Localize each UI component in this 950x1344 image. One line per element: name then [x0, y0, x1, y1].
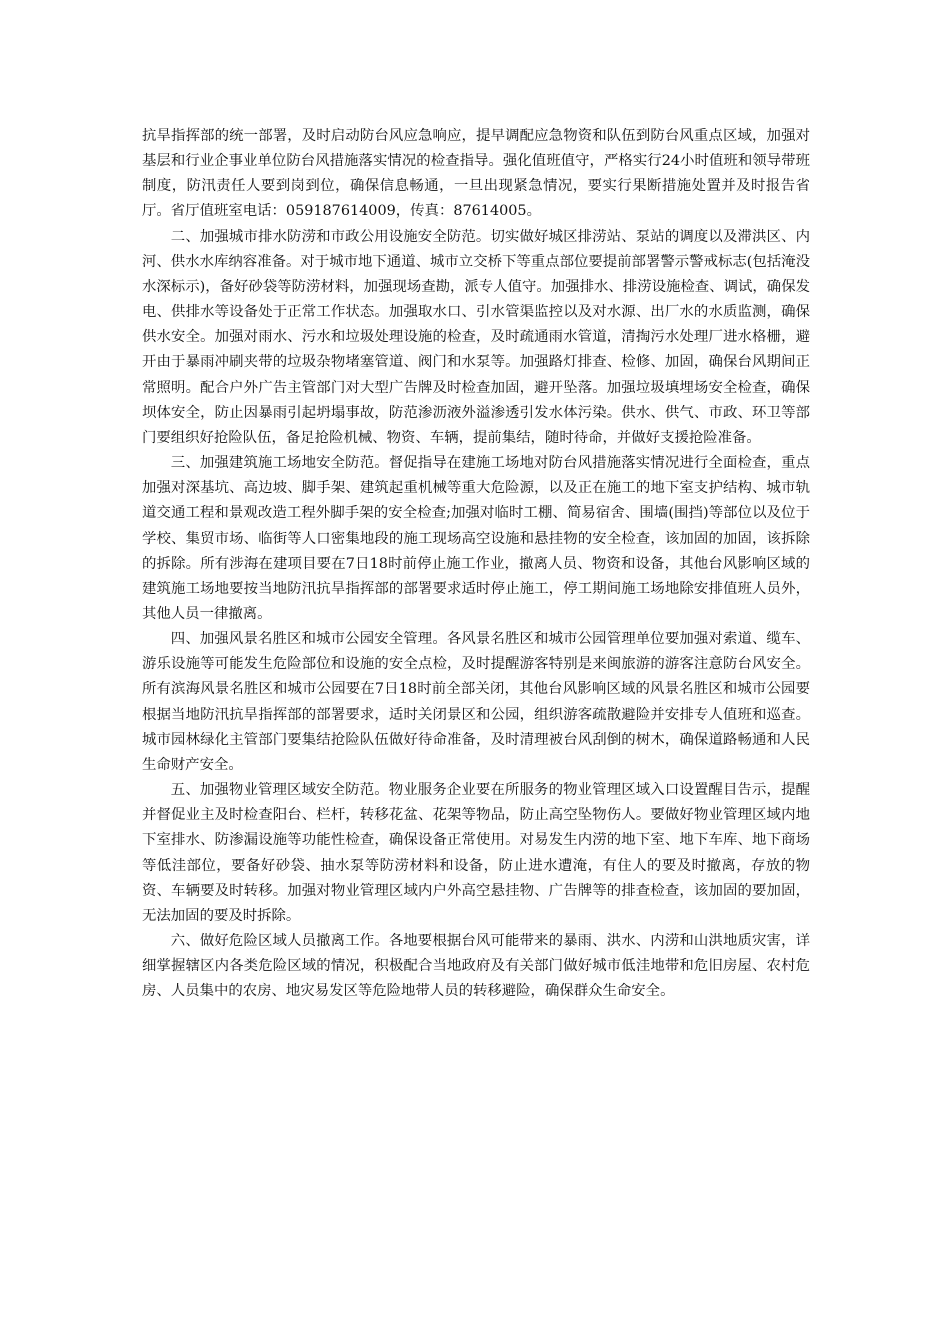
paragraph-continuation: 抗旱指挥部的统一部署，及时启动防台风应急响应，提早调配应急物资和队伍到防台风重点区域，加强对基层和行业企事业单位防台风措施落实情况的检查指导。强化值班值守，严格实行24小时值班和领导带班制度，防汛责任人要到岗到位，确保信息畅通，一旦出现紧急情况，要实行果断措施处置并及时报告省厅。省厅值班室电话：059187614009，传真：87614005。 — [142, 128, 810, 220]
paragraph-section-5: 五、加强物业管理区域安全防范。物业服务企业要在所服务的物业管理区域入口设置醒目告示，提醒并督促业主及时检查阳台、栏杆，转移花盆、花架等物品，防止高空坠物伤人。要做好物业管理区域内地下室排水、防渗漏设施等功能性检查，确保设备正常使用。对易发生内涝的地下室、地下车库、地下商场等低洼部位，要备好砂袋、抽水泵等防涝材料和设备，防止进水遭淹，有住人的要及时撤离，存放的物资、车辆要及时转移。加强对物业管理区域内户外高空悬挂物、广告牌等的排查检查，该加固的要加固，无法加固的要及时拆除。 — [142, 782, 810, 924]
paragraph-section-3: 三、加强建筑施工场地安全防范。督促指导在建施工场地对防台风措施落实情况进行全面检查，重点加强对深基坑、高边坡、脚手架、建筑起重机械等重大危险源，以及正在施工的地下室支护结构、城市轨道交通工程和景观改造工程外脚手架的安全检查;加强对临时工棚、简易宿舍、围墙(围挡)等部位以及位于学校、集贸市场、临街等人口密集地段的施工现场高空设施和悬挂物的安全检查，该加固的加固，该拆除的拆除。所有涉海在建项目要在7日18时前停止施工作业，撤离人员、物资和设备，其他台风影响区域的建筑施工场地要按当地防汛抗旱指挥部的部署要求适时停止施工，停工期间施工场地除安排值班人员外，其他人员一律撤离。 — [142, 455, 810, 622]
paragraph-section-4: 四、加强风景名胜区和城市公园安全管理。各风景名胜区和城市公园管理单位要加强对索道、缆车、游乐设施等可能发生危险部位和设施的安全点检，及时提醒游客特别是来闽旅游的游客注意防台风安全。所有滨海风景名胜区和城市公园要在7日18时前全部关闭，其他台风影响区域的风景名胜区和城市公园要根据当地防汛抗旱指挥部的部署要求，适时关闭景区和公园，组织游客疏散避险并安排专人值班和巡查。城市园林绿化主管部门要集结抢险队伍做好待命准备，及时清理被台风刮倒的树木，确保道路畅通和人民生命财产安全。 — [142, 631, 810, 773]
document-body — [142, 124, 810, 1004]
paragraph-section-6: 六、做好危险区域人员撤离工作。各地要根据台风可能带来的暴雨、洪水、内涝和山洪地质灾害，详细掌握辖区内各类危险区域的情况，积极配合当地政府及有关部门做好城市低洼地带和危旧房屋、农村危房、人员集中的农房、地灾易发区等危险地带人员的转移避险，确保群众生命安全。 — [142, 933, 810, 1000]
paragraph-section-2: 二、加强城市排水防涝和市政公用设施安全防范。切实做好城区排涝站、泵站的调度以及滞洪区、内河、供水水库纳容准备。对于城市地下通道、城市立交桥下等重点部位要提前部署警示警戒标志(包括淹没水深标示)，备好砂袋等防涝材料，加强现场查勘，派专人值守。加强排水、排涝设施检查、调试，确保发电、供排水等设备处于正常工作状态。加强取水口、引水管渠监控以及对水源、出厂水的水质监测，确保供水安全。加强对雨水、污水和垃圾处理设施的检查，及时疏通雨水管道，清掏污水处理厂进水格栅，避开由于暴雨冲刷夹带的垃圾杂物堵塞管道、阀门和水泵等。加强路灯排查、检修、加固，确保台风期间正常照明。配合户外广告主管部门对大型广告牌及时检查加固，避开坠落。加强垃圾填埋场安全检查，确保坝体安全，防止因暴雨引起坍塌事故，防范渗沥液外溢渗透引发水体污染。供水、供气、市政、环卫等部门要组织好抢险队伍，备足抢险机械、物资、车辆，提前集结，随时待命，并做好支援抢险准备。 — [142, 228, 810, 446]
